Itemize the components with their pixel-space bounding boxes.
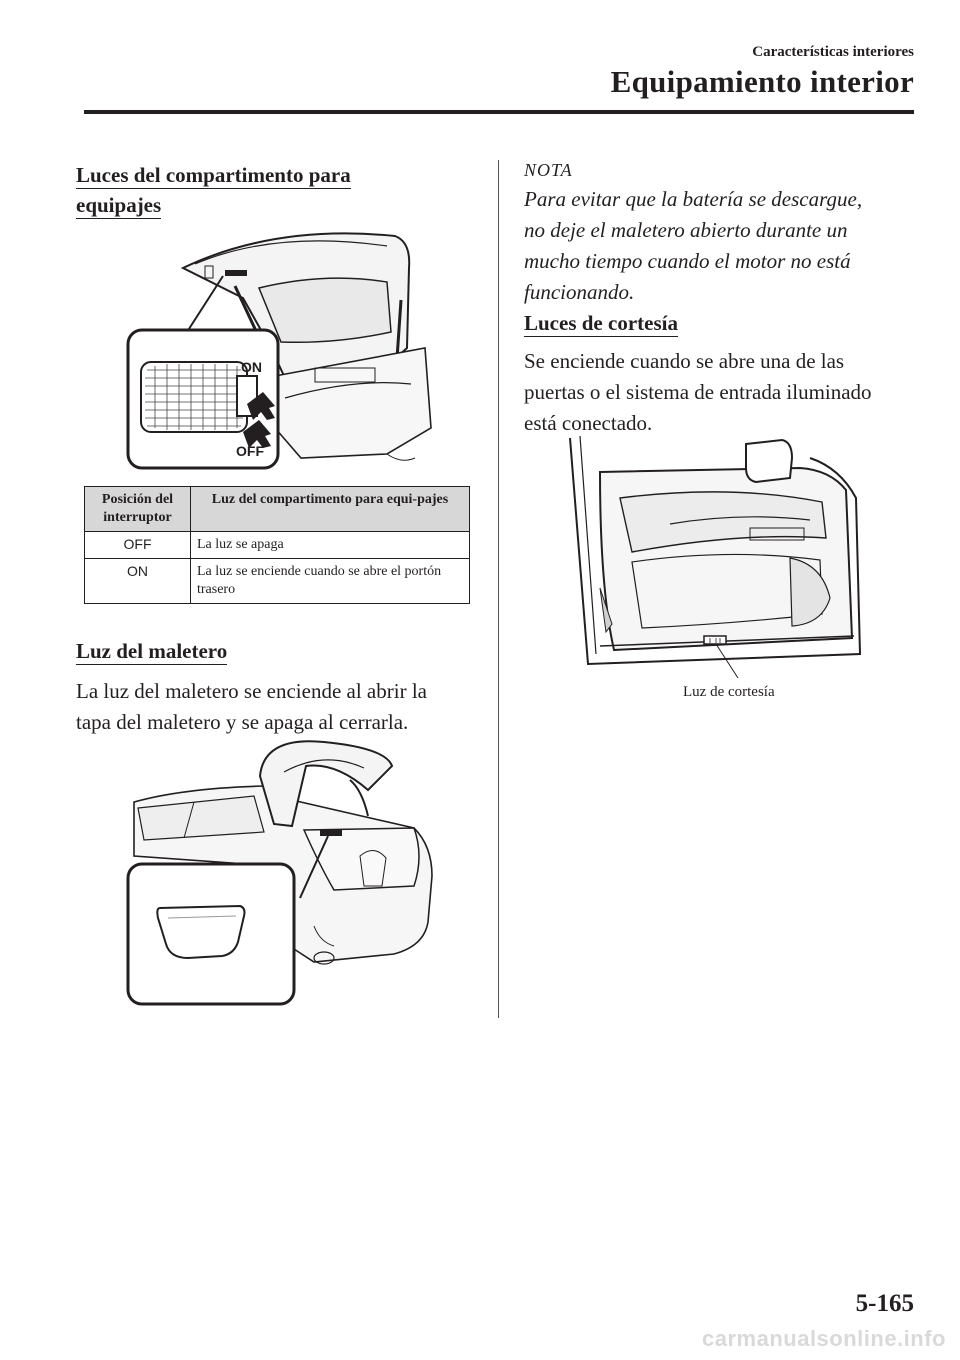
note-text	[524, 184, 924, 308]
running-header-section: Características interiores	[752, 44, 914, 60]
text-line: Se enciende cuando se abre una de las	[524, 349, 845, 373]
note-line: funcionando.	[524, 280, 635, 304]
table-row	[85, 532, 470, 559]
title-line-2: equipajes	[76, 193, 162, 217]
courtesy-light-illustration	[560, 428, 870, 678]
luggage-light-table	[84, 486, 470, 604]
page-number: 5-165	[855, 1290, 914, 1317]
liftgate-light-illustration	[125, 228, 437, 470]
note-title: NOTA	[524, 160, 573, 180]
trunk-light-text	[76, 676, 486, 738]
text-line: puertas o el sistema de entrada iluminado	[524, 380, 872, 404]
switch-label-on: ON	[241, 359, 262, 375]
switch-label-off: OFF	[236, 443, 264, 459]
section-title-trunk-light	[76, 636, 227, 666]
running-header-chapter: Equipamiento interior	[610, 64, 914, 99]
table-cell-description: La luz se enciende cuando se abre el portón trasero	[191, 559, 470, 604]
column-divider	[498, 160, 499, 1018]
watermark: carmanualsonline.info	[702, 1326, 946, 1351]
title-text: Luz del maletero	[76, 639, 228, 663]
table-row	[85, 559, 470, 604]
table-header-light: Luz del compartimento para equi-pajes	[191, 487, 470, 532]
title-line-1: Luces del compartimento para	[76, 163, 351, 187]
text-line: está conectado.	[524, 411, 653, 435]
note-line: Para evitar que la batería se descargue,	[524, 187, 863, 211]
table-cell-position: OFF	[85, 532, 191, 559]
text-line: La luz del maletero se enciende al abrir la	[76, 679, 427, 703]
note-line: mucho tiempo cuando el motor no está	[524, 249, 851, 273]
trunk-light-illustration	[124, 736, 440, 1008]
text-line: tapa del maletero y se apaga al cerrarla.	[76, 710, 409, 734]
section-title-courtesy-lights	[524, 308, 678, 338]
note-line: no deje el maletero abierto durante un	[524, 218, 848, 242]
table-header-switch-position: Posición del interruptor	[85, 487, 191, 532]
table-cell-position: ON	[85, 559, 191, 604]
courtesy-light-callout-label: Luz de cortesía	[683, 684, 775, 700]
courtesy-light-text	[524, 346, 924, 439]
title-text: Luces de cortesía	[524, 311, 678, 335]
header-rule	[84, 110, 914, 114]
section-title-luggage-lights	[76, 160, 351, 220]
table-cell-description: La luz se apaga	[191, 532, 470, 559]
